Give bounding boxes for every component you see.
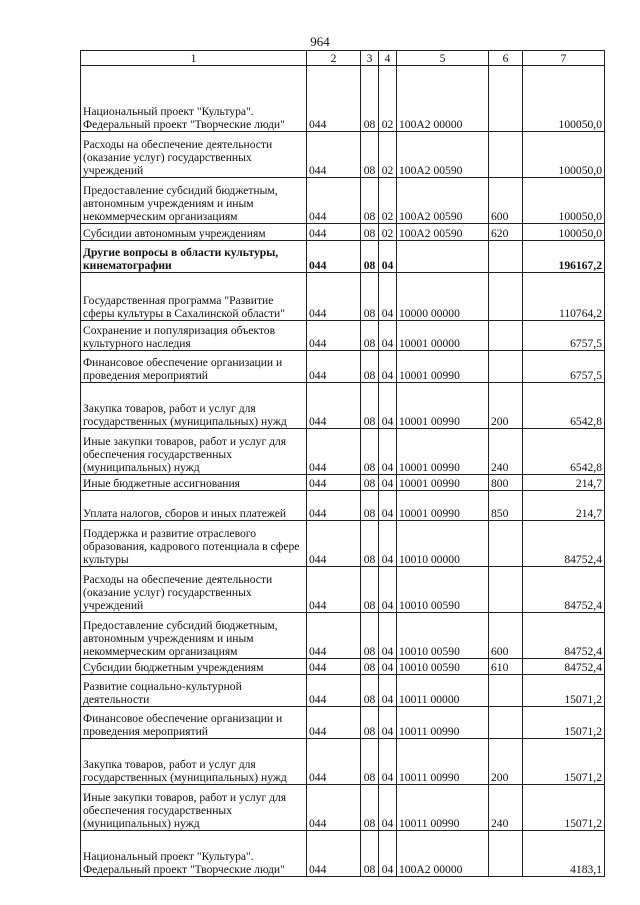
row-expense-type: 200	[489, 383, 523, 429]
table-row	[81, 321, 605, 351]
row-subsection: 04	[379, 429, 397, 475]
row-amount: 15071,2	[523, 707, 605, 739]
row-expense-type: 600	[489, 613, 523, 659]
row-target-code: 100A2 00590	[397, 178, 489, 224]
row-name: Государственная программа "Развитие сферы культуры в Сахалинской области"	[81, 273, 307, 321]
row-name: Расходы на обеспечение деятельности (оказание услуг) государственных учреждений	[81, 567, 307, 613]
row-subsection: 04	[379, 739, 397, 785]
row-admin-code: 044	[307, 521, 361, 567]
row-amount: 6542,8	[523, 383, 605, 429]
row-section: 08	[361, 132, 379, 178]
row-expense-type	[489, 241, 523, 273]
row-section: 08	[361, 178, 379, 224]
row-expense-type	[489, 521, 523, 567]
row-target-code: 10001 00990	[397, 383, 489, 429]
row-name: Закупка товаров, работ и услуг для государственных (муниципальных) нужд	[81, 739, 307, 785]
row-expense-type	[489, 351, 523, 383]
row-target-code: 100A2 00000	[397, 66, 489, 132]
row-target-code: 10011 00000	[397, 675, 489, 707]
row-admin-code: 044	[307, 707, 361, 739]
row-section: 08	[361, 475, 379, 491]
row-subsection: 04	[379, 675, 397, 707]
row-subsection: 04	[379, 659, 397, 675]
row-section: 08	[361, 659, 379, 675]
table-row	[81, 613, 605, 659]
row-expense-type	[489, 132, 523, 178]
row-name: Субсидии бюджетным учреждениям	[81, 659, 307, 675]
row-subsection: 02	[379, 178, 397, 224]
row-name: Предоставление субсидий бюджетным, автономным учреждениям и иным некоммерческим организациям	[81, 178, 307, 224]
row-admin-code: 044	[307, 475, 361, 491]
row-name: Иные закупки товаров, работ и услуг для обеспечения государственных (муниципальных) нужд	[81, 429, 307, 475]
row-section: 08	[361, 351, 379, 383]
row-section: 08	[361, 321, 379, 351]
row-name: Иные бюджетные ассигнования	[81, 475, 307, 491]
row-admin-code: 044	[307, 132, 361, 178]
row-subsection: 04	[379, 351, 397, 383]
budget-table	[80, 50, 605, 877]
row-target-code: 10010 00000	[397, 521, 489, 567]
row-target-code: 100A2 00590	[397, 132, 489, 178]
row-section: 08	[361, 383, 379, 429]
row-subsection: 04	[379, 273, 397, 321]
row-admin-code: 044	[307, 675, 361, 707]
row-subsection: 02	[379, 132, 397, 178]
row-target-code: 100A2 00000	[397, 831, 489, 877]
row-expense-type: 200	[489, 739, 523, 785]
table-row	[81, 475, 605, 491]
page-number: 964	[310, 34, 330, 49]
row-section: 08	[361, 675, 379, 707]
row-section: 08	[361, 273, 379, 321]
row-expense-type	[489, 567, 523, 613]
column-header: 3	[361, 51, 379, 66]
row-name: Иные закупки товаров, работ и услуг для обеспечения государственных (муниципальных) нужд	[81, 785, 307, 831]
row-amount: 100050,0	[523, 66, 605, 132]
row-section: 08	[361, 241, 379, 273]
row-admin-code: 044	[307, 739, 361, 785]
row-expense-type	[489, 321, 523, 351]
row-admin-code: 044	[307, 178, 361, 224]
row-amount: 100050,0	[523, 224, 605, 241]
row-admin-code: 044	[307, 273, 361, 321]
row-admin-code: 044	[307, 429, 361, 475]
row-target-code: 10011 00990	[397, 785, 489, 831]
column-header: 1	[81, 51, 307, 66]
row-expense-type: 240	[489, 429, 523, 475]
row-section: 08	[361, 66, 379, 132]
row-section: 08	[361, 491, 379, 521]
row-expense-type: 620	[489, 224, 523, 241]
row-subsection: 02	[379, 66, 397, 132]
row-expense-type	[489, 66, 523, 132]
row-amount: 84752,4	[523, 567, 605, 613]
row-amount: 110764,2	[523, 273, 605, 321]
column-header: 5	[397, 51, 489, 66]
row-subsection: 04	[379, 383, 397, 429]
row-subsection: 04	[379, 241, 397, 273]
row-expense-type: 850	[489, 491, 523, 521]
row-name: Расходы на обеспечение деятельности (оказание услуг) государственных учреждений	[81, 132, 307, 178]
table-row	[81, 707, 605, 739]
row-section: 08	[361, 739, 379, 785]
row-expense-type: 600	[489, 178, 523, 224]
row-amount: 84752,4	[523, 613, 605, 659]
row-section: 08	[361, 707, 379, 739]
row-amount: 15071,2	[523, 675, 605, 707]
row-expense-type	[489, 707, 523, 739]
row-target-code	[397, 241, 489, 273]
row-section: 08	[361, 785, 379, 831]
table-row	[81, 831, 605, 877]
row-admin-code: 044	[307, 241, 361, 273]
row-section: 08	[361, 613, 379, 659]
row-expense-type	[489, 675, 523, 707]
row-section: 08	[361, 831, 379, 877]
table-row	[81, 273, 605, 321]
table-header-row	[81, 51, 605, 66]
row-target-code: 10001 00990	[397, 475, 489, 491]
row-amount: 100050,0	[523, 132, 605, 178]
row-expense-type: 240	[489, 785, 523, 831]
row-admin-code: 044	[307, 659, 361, 675]
row-subsection: 04	[379, 475, 397, 491]
table-row	[81, 241, 605, 273]
row-admin-code: 044	[307, 613, 361, 659]
row-amount: 15071,2	[523, 785, 605, 831]
row-name: Предоставление субсидий бюджетным, автономным учреждениям и иным некоммерческим организациям	[81, 613, 307, 659]
table-row	[81, 224, 605, 241]
row-amount: 84752,4	[523, 521, 605, 567]
table-row	[81, 66, 605, 132]
row-admin-code: 044	[307, 785, 361, 831]
table-row	[81, 429, 605, 475]
row-subsection: 04	[379, 613, 397, 659]
row-subsection: 04	[379, 831, 397, 877]
row-target-code: 10010 00590	[397, 659, 489, 675]
row-target-code: 10010 00590	[397, 613, 489, 659]
row-expense-type: 610	[489, 659, 523, 675]
table-row	[81, 521, 605, 567]
row-name: Сохранение и популяризация объектов культурного наследия	[81, 321, 307, 351]
row-name: Национальный проект "Культура". Федеральный проект "Творческие люди"	[81, 66, 307, 132]
row-amount: 84752,4	[523, 659, 605, 675]
row-admin-code: 044	[307, 567, 361, 613]
row-amount: 6757,5	[523, 321, 605, 351]
row-target-code: 10011 00990	[397, 707, 489, 739]
row-name: Развитие социально-культурной деятельности	[81, 675, 307, 707]
row-target-code: 10011 00990	[397, 739, 489, 785]
row-target-code: 10010 00590	[397, 567, 489, 613]
row-admin-code: 044	[307, 351, 361, 383]
row-target-code: 10001 00990	[397, 429, 489, 475]
column-header: 4	[379, 51, 397, 66]
row-admin-code: 044	[307, 321, 361, 351]
row-expense-type	[489, 273, 523, 321]
row-section: 08	[361, 521, 379, 567]
row-admin-code: 044	[307, 831, 361, 877]
row-subsection: 04	[379, 567, 397, 613]
row-amount: 196167,2	[523, 241, 605, 273]
row-name: Финансовое обеспечение организации и проведения мероприятий	[81, 707, 307, 739]
row-amount: 214,7	[523, 475, 605, 491]
row-subsection: 02	[379, 224, 397, 241]
row-target-code: 100A2 00590	[397, 224, 489, 241]
row-subsection: 04	[379, 521, 397, 567]
table-row	[81, 675, 605, 707]
row-target-code: 10001 00000	[397, 321, 489, 351]
table-row	[81, 491, 605, 521]
row-subsection: 04	[379, 491, 397, 521]
row-expense-type	[489, 831, 523, 877]
table-row	[81, 132, 605, 178]
table-row	[81, 178, 605, 224]
row-target-code: 10001 00990	[397, 351, 489, 383]
table-row	[81, 351, 605, 383]
row-admin-code: 044	[307, 491, 361, 521]
row-admin-code: 044	[307, 383, 361, 429]
column-header: 6	[489, 51, 523, 66]
column-header: 7	[523, 51, 605, 66]
table-row	[81, 659, 605, 675]
row-amount: 6757,5	[523, 351, 605, 383]
row-subsection: 04	[379, 707, 397, 739]
row-expense-type: 800	[489, 475, 523, 491]
row-section: 08	[361, 429, 379, 475]
row-section: 08	[361, 567, 379, 613]
row-name: Субсидии автономным учреждениям	[81, 224, 307, 241]
row-admin-code: 044	[307, 66, 361, 132]
row-section: 08	[361, 224, 379, 241]
row-amount: 214,7	[523, 491, 605, 521]
row-name: Уплата налогов, сборов и иных платежей	[81, 491, 307, 521]
row-name: Национальный проект "Культура". Федеральный проект "Творческие люди"	[81, 831, 307, 877]
table-row	[81, 383, 605, 429]
row-name: Другие вопросы в области культуры, кинематографии	[81, 241, 307, 273]
table-body	[81, 66, 605, 877]
row-amount: 4183,1	[523, 831, 605, 877]
row-amount: 100050,0	[523, 178, 605, 224]
table-row	[81, 567, 605, 613]
row-subsection: 04	[379, 785, 397, 831]
row-target-code: 10000 00000	[397, 273, 489, 321]
row-name: Поддержка и развитие отраслевого образования, кадрового потенциала в сфере культуры	[81, 521, 307, 567]
row-admin-code: 044	[307, 224, 361, 241]
table-row	[81, 785, 605, 831]
row-name: Закупка товаров, работ и услуг для государственных (муниципальных) нужд	[81, 383, 307, 429]
row-amount: 6542,8	[523, 429, 605, 475]
row-subsection: 04	[379, 321, 397, 351]
row-target-code: 10001 00990	[397, 491, 489, 521]
row-name: Финансовое обеспечение организации и проведения мероприятий	[81, 351, 307, 383]
column-header: 2	[307, 51, 361, 66]
table-row	[81, 739, 605, 785]
row-amount: 15071,2	[523, 739, 605, 785]
